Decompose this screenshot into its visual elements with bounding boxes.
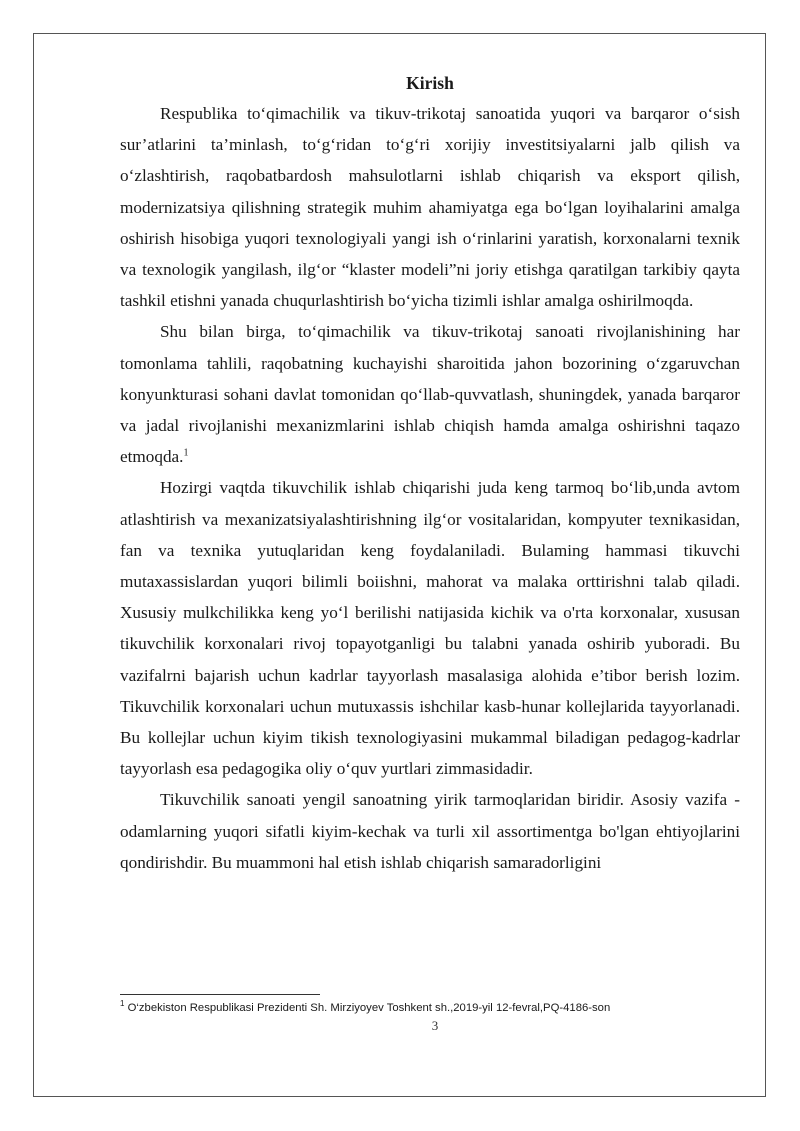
paragraph-1-text: Respublika to‘qimachilik va tikuv-trikotaj sanoatida yuqori va barqaror o‘sish sur’atlarini ta’minlash, to‘g‘ridan to‘g‘ri xorijiy investitsiyalarni jalb qilish va o‘zlashtirish, raqobatbardosh mahsulotlarni ishlab chiqarish va eksport qilish, modernizatsiya qilishning strategik muhim ahamiyatga ega bo‘lgan loyihalarini amalga oshirish hisobiga yuqori texnologiyali yangi ish o‘rinlarini yaratish, korxonalarni texnik va texnologik yangilash, ilg‘or “klaster modeli”ni joriy etishga qaratilgan tarkibiy qayta tashkil etishni yanada chuqurlashtirish bo‘yicha tizimli ishlar amalga oshirilmoqda.	[120, 104, 740, 311]
page-number: 3	[431, 1018, 439, 1033]
paragraph-2-text: Shu bilan birga, to‘qimachilik va tikuv-trikotaj sanoati rivojlanishining har tomonlama tahlili, raqobatning kuchayishi sharoitida jahon bozorining o‘zgaruvchan konyunkturasi sohani davlat tomonidan qo‘llab-quvvatlash, shuningdek, yanada barqaror va jadal rivojlanishi mexanizmlarini ishlab chiqish hamda amalga oshirishni taqazo etmoqda.	[120, 322, 740, 467]
paragraph-3	[120, 472, 740, 784]
paragraph-1	[120, 98, 740, 316]
footnote-text: O‘zbekiston Respublikasi Prezidenti Sh. Mirziyoyev Toshkent sh.,2019-yil 12-fevral,PQ-4186-son	[124, 1002, 611, 1014]
paragraph-3-text: Hozirgi vaqtda tikuvchilik ishlab chiqarishi juda keng tarmoq bo‘lib,unda avtom atlashtirish va mexanizatsiyalashtirishning ilg‘or vositalaridan, kompyuter texnikasidan, fan va texnika yutuqlaridan keng foydalaniladi. Bulaming hammasi tikuvchi mutaxassislardan yuqori bilimli boiishni, mahorat va malaka orttirishni talab qiladi. Xususiy mulkchilikka keng yo‘l berilishi natijasida kichik va o'rta korxonalar, xususan tikuvchilik korxonalari rivoj topayotganligi bu talabni yanada oshirib yuboradi. Bu vazifalrni bajarish uchun kadrlar tayyorlash masalasiga alohida e’tibor berish lozim. Tikuvchilik korxonalari uchun mutuxassis ishchilar kasb-hunar kollejlarida tayyorlanadi. Bu kollejlar uchun kiyim tikish texnologiyasini mukammal biladigan pedagog-kadrlar tayyorlash esa pedagogika oliy o‘quv yurtlari zimmasidadir.	[120, 478, 740, 779]
footnote-reference[interactable]: 1	[183, 447, 189, 459]
document-body	[120, 70, 740, 878]
footnote-separator	[120, 994, 320, 995]
paragraph-4	[120, 784, 740, 878]
paragraph-4-text: Tikuvchilik sanoati yengil sanoatning yirik tarmoqlaridan biridir. Asosiy vazifa - odamlarning yuqori sifatli kiyim-kechak va turli xil assortimentga bo'lgan ehtiyojlarini qondirishdir. Bu muammoni hal etish ishlab chiqarish samaradorligini	[120, 790, 740, 872]
footnote-marker: 1	[120, 999, 125, 1009]
section-title: Kirish	[406, 73, 454, 93]
footnote	[120, 1001, 740, 1016]
paragraph-2	[120, 316, 740, 472]
